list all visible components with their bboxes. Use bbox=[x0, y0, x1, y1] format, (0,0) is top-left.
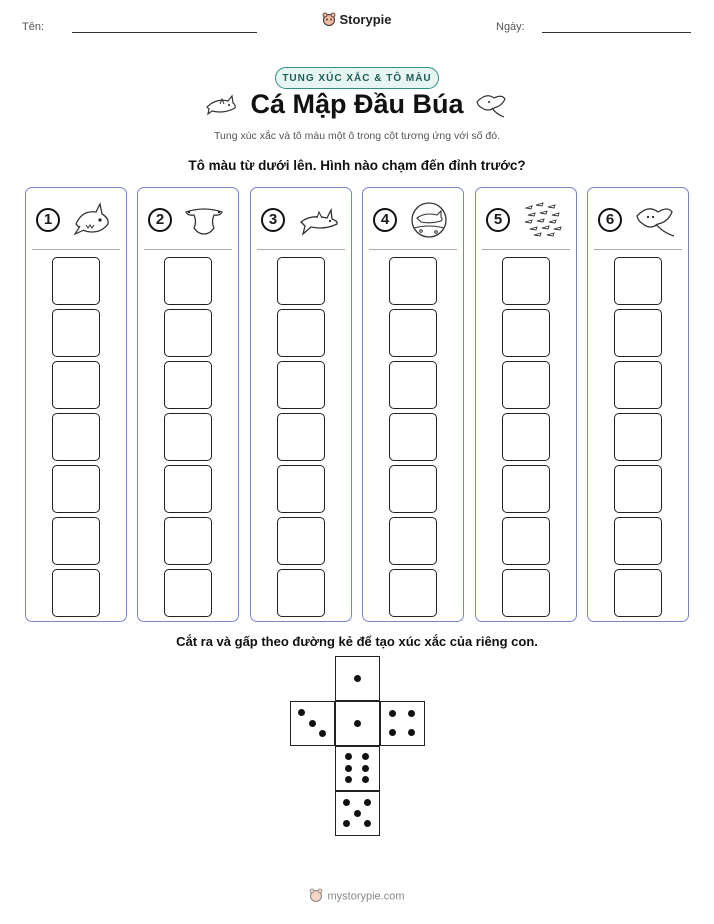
color-cell[interactable] bbox=[502, 257, 550, 305]
dice-pip bbox=[364, 820, 371, 827]
color-cell[interactable] bbox=[164, 257, 212, 305]
hammerhead-shark-icon bbox=[184, 200, 224, 245]
color-cell[interactable] bbox=[277, 413, 325, 461]
color-cell[interactable] bbox=[52, 361, 100, 409]
color-cell[interactable] bbox=[52, 413, 100, 461]
color-cell[interactable] bbox=[277, 465, 325, 513]
dice-pip bbox=[408, 710, 415, 717]
shark-face-icon bbox=[72, 200, 112, 245]
color-cell[interactable] bbox=[164, 569, 212, 617]
color-cell[interactable] bbox=[52, 517, 100, 565]
dice-column-1 bbox=[25, 187, 127, 622]
color-cell[interactable] bbox=[502, 569, 550, 617]
cut-instruction: Cắt ra và gấp theo đường kẻ để tạo xúc xắc của riêng con. bbox=[176, 634, 538, 649]
column-divider bbox=[257, 249, 345, 250]
dice-pip bbox=[362, 753, 369, 760]
dice-pip bbox=[364, 799, 371, 806]
dice-face-5 bbox=[335, 791, 380, 836]
color-cell[interactable] bbox=[277, 257, 325, 305]
color-cell[interactable] bbox=[389, 361, 437, 409]
color-cell[interactable] bbox=[502, 413, 550, 461]
footer-logo-icon bbox=[309, 888, 323, 905]
dice-pip bbox=[354, 675, 361, 682]
dice-column-5 bbox=[475, 187, 577, 622]
column-number: 6 bbox=[598, 208, 622, 232]
swimming-shark-icon bbox=[297, 200, 339, 245]
brand-name: Storypie bbox=[339, 12, 392, 27]
date-label: Ngày: bbox=[496, 21, 525, 33]
color-cell[interactable] bbox=[502, 465, 550, 513]
color-cell[interactable] bbox=[614, 465, 662, 513]
dice-face-3 bbox=[290, 701, 335, 746]
storypie-logo-icon bbox=[322, 12, 336, 29]
color-cell[interactable] bbox=[614, 361, 662, 409]
color-cell[interactable] bbox=[52, 465, 100, 513]
footer bbox=[0, 888, 714, 905]
column-divider bbox=[144, 249, 232, 250]
color-cell[interactable] bbox=[502, 517, 550, 565]
dice-pip bbox=[354, 720, 361, 727]
color-cell[interactable] bbox=[614, 517, 662, 565]
color-cell[interactable] bbox=[52, 569, 100, 617]
color-cell[interactable] bbox=[277, 517, 325, 565]
color-cell[interactable] bbox=[389, 257, 437, 305]
dice-pip bbox=[345, 776, 352, 783]
dice-pip bbox=[345, 765, 352, 772]
color-cell[interactable] bbox=[502, 309, 550, 357]
footer-site: mystorypie.com bbox=[327, 890, 405, 903]
date-line[interactable] bbox=[542, 32, 691, 33]
subtitle: Tung xúc xắc và tô màu một ô trong cột tương ứng với số đó. bbox=[214, 130, 500, 142]
color-cell[interactable] bbox=[52, 257, 100, 305]
dice-column-6 bbox=[587, 187, 689, 622]
column-divider bbox=[594, 249, 682, 250]
color-cell[interactable] bbox=[277, 361, 325, 409]
color-cell[interactable] bbox=[164, 465, 212, 513]
brand bbox=[0, 12, 714, 29]
color-cell[interactable] bbox=[277, 569, 325, 617]
dice-column-2 bbox=[137, 187, 239, 622]
dice-column-4 bbox=[362, 187, 464, 622]
color-cell[interactable] bbox=[389, 465, 437, 513]
fish-school-icon bbox=[522, 200, 564, 245]
dice-pip bbox=[389, 729, 396, 736]
color-cell[interactable] bbox=[614, 257, 662, 305]
dice-pip bbox=[389, 710, 396, 717]
activity-badge: TUNG XÚC XẮC & TÔ MÀU bbox=[275, 67, 439, 89]
color-cell[interactable] bbox=[389, 569, 437, 617]
color-cell[interactable] bbox=[164, 309, 212, 357]
dice-pip bbox=[362, 765, 369, 772]
dice-pip bbox=[354, 810, 361, 817]
color-cell[interactable] bbox=[389, 309, 437, 357]
name-label: Tên: bbox=[22, 21, 45, 33]
dice-pip bbox=[298, 709, 305, 716]
column-number: 3 bbox=[261, 208, 285, 232]
dice-pip bbox=[309, 720, 316, 727]
dice-face-4 bbox=[380, 701, 425, 746]
page-title: Cá Mập Đầu Búa bbox=[250, 89, 464, 119]
color-cell[interactable] bbox=[502, 361, 550, 409]
color-cell[interactable] bbox=[389, 517, 437, 565]
color-cell[interactable] bbox=[389, 413, 437, 461]
color-cell[interactable] bbox=[614, 569, 662, 617]
color-cell[interactable] bbox=[164, 517, 212, 565]
dice-face-6 bbox=[335, 746, 380, 791]
color-cell[interactable] bbox=[614, 309, 662, 357]
column-divider bbox=[369, 249, 457, 250]
dice-pip bbox=[345, 753, 352, 760]
column-divider bbox=[482, 249, 570, 250]
dice-pip bbox=[362, 776, 369, 783]
dice-face-1 bbox=[335, 656, 380, 701]
dice-face-1 bbox=[335, 701, 380, 746]
dice-pip bbox=[319, 730, 326, 737]
column-number: 1 bbox=[36, 208, 60, 232]
color-cell[interactable] bbox=[164, 361, 212, 409]
color-cell[interactable] bbox=[52, 309, 100, 357]
column-number: 4 bbox=[373, 208, 397, 232]
stingray-title-icon bbox=[474, 90, 508, 125]
stingray-icon bbox=[634, 200, 676, 245]
color-cell[interactable] bbox=[277, 309, 325, 357]
column-number: 5 bbox=[486, 208, 510, 232]
dice-pip bbox=[408, 729, 415, 736]
name-line[interactable] bbox=[72, 32, 257, 33]
column-number: 2 bbox=[148, 208, 172, 232]
dice-pip bbox=[343, 820, 350, 827]
color-cell[interactable] bbox=[164, 413, 212, 461]
color-cell[interactable] bbox=[614, 413, 662, 461]
dice-column-3 bbox=[250, 187, 352, 622]
column-divider bbox=[32, 249, 120, 250]
question: Tô màu từ dưới lên. Hình nào chạm đến đỉnh trước? bbox=[188, 158, 526, 173]
aquarium-shark-icon bbox=[409, 200, 449, 245]
dice-pip bbox=[343, 799, 350, 806]
